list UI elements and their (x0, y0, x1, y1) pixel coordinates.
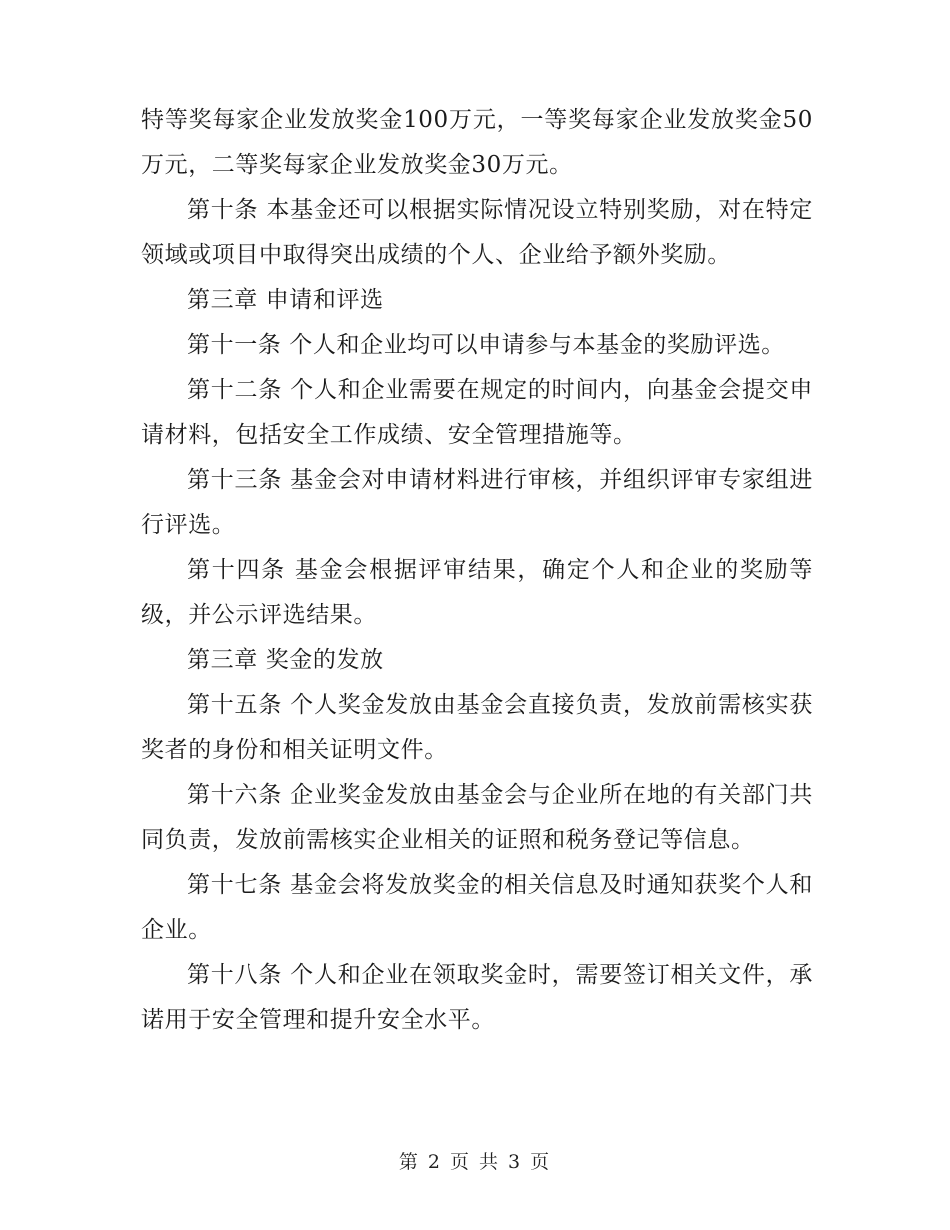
paragraph: 第十条 本基金还可以根据实际情况设立特别奖励，对在特定领域或项目中取得突出成绩的个人、企业给予额外奖励。 (141, 197, 813, 268)
paragraph: 第十五条 个人奖金发放由基金会直接负责，发放前需核实获奖者的身份和相关证明文件。 (141, 692, 813, 763)
paragraph: 第十六条 企业奖金发放由基金会与企业所在地的有关部门共同负责，发放前需核实企业相关的证照和税务登记等信息。 (141, 782, 813, 853)
paragraph: 第十八条 个人和企业在领取奖金时，需要签订相关文件，承诺用于安全管理和提升安全水平。 (141, 962, 813, 1033)
paragraph: 第十三条 基金会对申请材料进行审核，并组织评审专家组进行评选。 (141, 467, 813, 538)
chapter-heading: 第三章 奖金的发放 (187, 647, 384, 673)
paragraph: 第十四条 基金会根据评审结果，确定个人和企业的奖励等级，并公示评选结果。 (141, 557, 813, 628)
paragraph: 第十一条 个人和企业均可以申请参与本基金的奖励评选。 (187, 332, 785, 358)
paragraph: 特等奖每家企业发放奖金100万元，一等奖每家企业发放奖金50万元，二等奖每家企业发放奖金30万元。 (141, 107, 813, 178)
paragraph: 第十二条 个人和企业需要在规定的时间内，向基金会提交申请材料，包括安全工作成绩、安全管理措施等。 (141, 377, 813, 448)
chapter-heading: 第三章 申请和评选 (187, 287, 384, 313)
page-number-footer: 第 2 页 共 3 页 (398, 1151, 552, 1173)
paragraph: 第十七条 基金会将发放奖金的相关信息及时通知获奖个人和企业。 (141, 872, 813, 943)
document-body (141, 98, 813, 1043)
